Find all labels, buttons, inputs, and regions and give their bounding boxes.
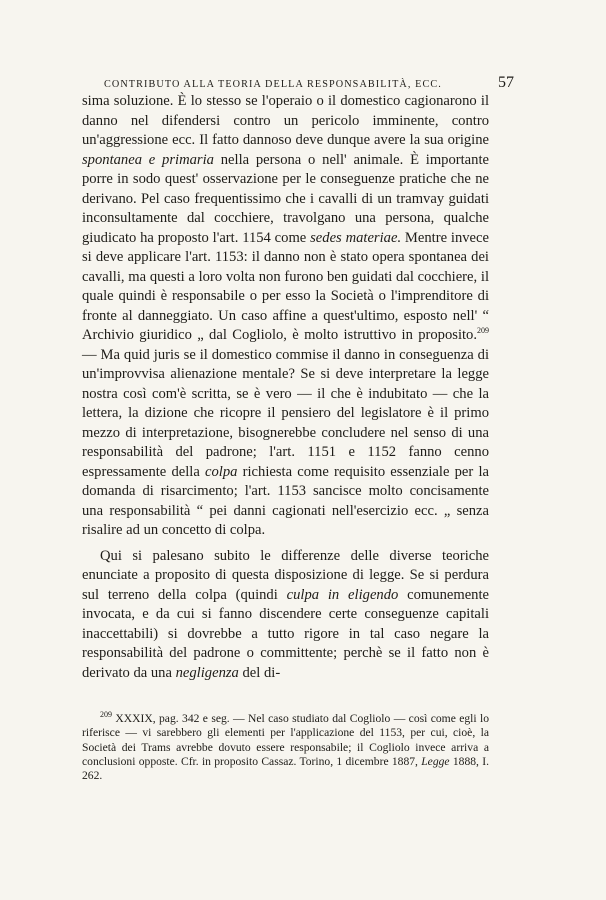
main-text (82, 92, 489, 683)
paragraph-2: Qui si palesano subito le differenze delle diverse teoriche enunciate a proposito di questa disposizione di legge. Se si perdura sul terreno della colpa (quindi culpa in eligendo comunemente invocata, e da cui si fanno discendere certe conseguenze capitali inaccettabili) si dovrebbe a tutto rigore in tal caso negare la responsabilità del padrone o committente; perchè se il fatto non è derivato da una negligenza del di- (82, 547, 489, 681)
footnote-text: $^{209}$ XXXIX, pag. 342 e seg. — Nel caso studiato dal Cogliolo — così come egli lo riferisce — vi sarebbero gli elementi per l'applicazione del 1153, per cui, cioè, la Società dei Trams avrebbe dovuto essere responsabile; il Cogliolo invece arriva a conclusioni opposte. Cfr. in proposito Cassaz. Torino, 1 dicembre 1887, Legge 1888, I. 262. (82, 710, 489, 783)
page-header (104, 74, 514, 92)
paragraph-1: sima soluzione. È lo stesso se l'operaio o il domestico cagionarono il danno nel difendersi contro un pericolo imminente, contro un'aggressione ecc. Il fatto dannoso deve dunque avere la sua origine spontanea e primaria nella persona o nell' animale. È importante porre in sodo quest' osservazione per le conseguenze pratiche che ne derivano. Pel caso frequentissimo che i cavalli di un tramvay guidati inconsultamente dal cocchiere, travolgano una persona, qualche giudicato ha proposto l'art. 1154 come sedes materiae. Mentre invece si deve applicare l'art. 1153: il danno non è stato opera spontanea dei cavalli, ma questi a loro volta non furono ben guidati dal cocchiere, il quale quindi è responsabile o per esso la Società o l'imprenditore di fronte al danneggiato. Un caso affine a quest'ultimo, esposto nell' “ Archivio giuridico „ dal Cogliolo, è molto istruttivo in proposito.$^{209}$ — Ma quid juris se il domestico commise il danno in conseguenza di un'improvvisa alienazione mentale? Se si deve interpretare la legge nostra così com'è scritta, se è vero — il che è indubitato — che la lettera, la dizione che ricopre il pensiero del legislatore è il primo mezzo di interpretazione, bisognerebbe concludere nel senso di una responsabilità del padrone; l'art. 1151 e 1152 fanno cenno espressamente della colpa richiesta come requisito essenziale per la domanda di risarcimento; l'art. 1153 sancisce molto concisamente una responsabilità “ pei danni cagionati nell'esercizio ecc. „ senza risalire ad un concetto di colpa. (82, 93, 489, 538)
italic-phrase: negligenza (175, 664, 239, 681)
italic-phrase: Legge (421, 754, 450, 768)
italic-phrase: spontanea e primaria (82, 151, 214, 168)
italic-phrase: sedes materiae. (310, 229, 402, 246)
page-number: 57 (498, 74, 514, 91)
footnote (82, 712, 489, 783)
footnote-marker: 209 (100, 710, 112, 720)
footnote-reference: 209 (477, 326, 489, 336)
running-title: CONTRIBUTO ALLA TEORIA DELLA RESPONSABILITÀ, ECC. (104, 79, 442, 90)
italic-phrase: culpa in eligendo (286, 586, 399, 603)
italic-phrase: colpa (205, 463, 238, 480)
